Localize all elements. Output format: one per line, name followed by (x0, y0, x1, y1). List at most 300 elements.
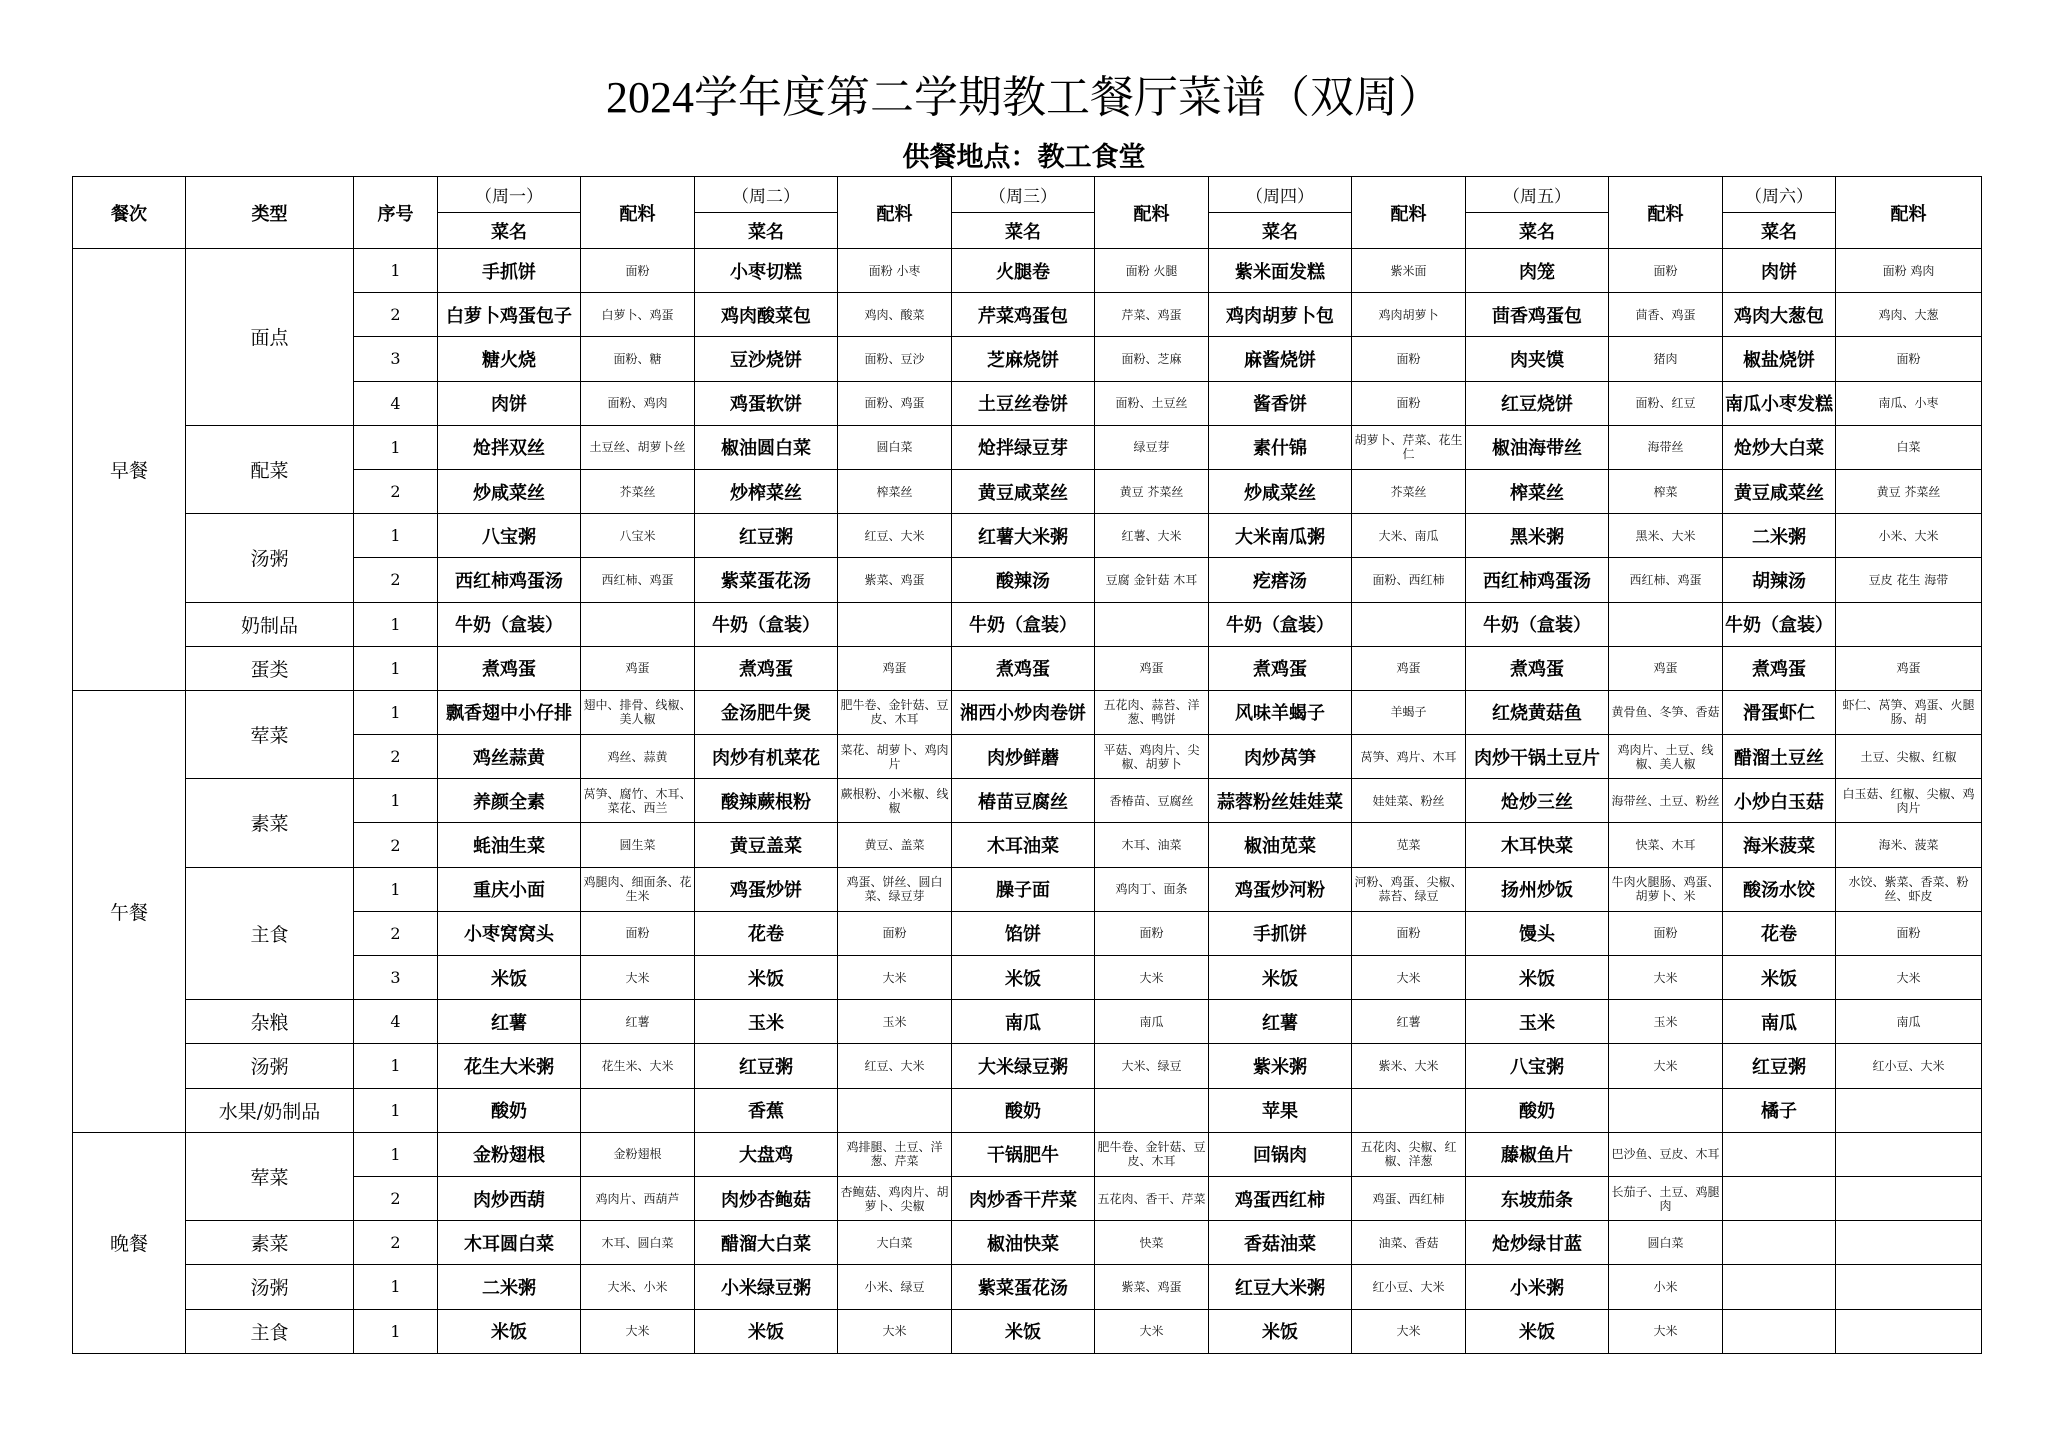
type-cell: 主食 (186, 1309, 354, 1353)
ingredients-cell (1095, 602, 1209, 646)
ingredients-cell: 大米 (1609, 1044, 1723, 1088)
seq-cell: 2 (354, 1176, 438, 1220)
header-dish: 菜名 (1209, 213, 1352, 249)
ingredients-cell: 芥菜丝 (1352, 469, 1466, 513)
ingredients-cell: 海带丝 (1609, 425, 1723, 469)
seq-cell: 1 (354, 690, 438, 734)
dish-cell: 东坡茄条 (1466, 1176, 1609, 1220)
ingredients-cell: 大米 (1095, 956, 1209, 1000)
ingredients-cell: 芥菜丝 (581, 469, 695, 513)
dish-cell: 火腿卷 (952, 249, 1095, 293)
menu-row (73, 956, 1982, 1000)
menu-row (73, 779, 1982, 823)
ingredients-cell: 蕨根粉、小米椒、线椒 (838, 779, 952, 823)
ingredients-cell: 五花肉、香干、芹菜 (1095, 1176, 1209, 1220)
dish-cell: 红豆烧饼 (1466, 381, 1609, 425)
ingredients-cell: 鸡肉片、西葫芦 (581, 1176, 695, 1220)
ingredients-cell (1836, 1132, 1982, 1176)
ingredients-cell: 鸡肉胡萝卜 (1352, 293, 1466, 337)
dish-cell: 鸡蛋软饼 (695, 381, 838, 425)
seq-cell: 1 (354, 867, 438, 911)
ingredients-cell: 牛肉火腿肠、鸡蛋、胡萝卜、米 (1609, 867, 1723, 911)
menu-row (73, 1309, 1982, 1353)
type-cell: 杂粮 (186, 1000, 354, 1044)
dish-cell: 麻酱烧饼 (1209, 337, 1352, 381)
ingredients-cell (1095, 1088, 1209, 1132)
ingredients-cell: 绿豆芽 (1095, 425, 1209, 469)
dish-cell: 红薯 (1209, 1000, 1352, 1044)
dish-cell: 鸡蛋炒饼 (695, 867, 838, 911)
ingredients-cell: 红小豆、大米 (1352, 1265, 1466, 1309)
menu-row (73, 1088, 1982, 1132)
dish-cell: 大米绿豆粥 (952, 1044, 1095, 1088)
dish-cell: 臊子面 (952, 867, 1095, 911)
ingredients-cell: 大米 (1352, 956, 1466, 1000)
dish-cell: 米饭 (1723, 956, 1836, 1000)
meal-cell: 早餐 (73, 249, 186, 691)
ingredients-cell: 小米 (1609, 1265, 1723, 1309)
ingredients-cell (838, 1088, 952, 1132)
ingredients-cell: 五花肉、蒜苔、洋葱、鸭饼 (1095, 690, 1209, 734)
menu-row (73, 425, 1982, 469)
ingredients-cell: 土豆、尖椒、红椒 (1836, 735, 1982, 779)
ingredients-cell: 面粉 (1836, 911, 1982, 955)
dish-cell: 米饭 (1209, 1309, 1352, 1353)
dish-cell: 花卷 (1723, 911, 1836, 955)
ingredients-cell: 水饺、紫菜、香菜、粉丝、虾皮 (1836, 867, 1982, 911)
dish-cell: 二米粥 (438, 1265, 581, 1309)
header-day-tue: （周二） (695, 177, 838, 213)
dish-cell: 肉炒杏鲍菇 (695, 1176, 838, 1220)
dish-cell: 木耳快菜 (1466, 823, 1609, 867)
dish-cell: 八宝粥 (438, 514, 581, 558)
dish-cell: 手抓饼 (1209, 911, 1352, 955)
ingredients-cell: 鸡蛋 (838, 646, 952, 690)
dish-cell: 小枣窝窝头 (438, 911, 581, 955)
ingredients-cell (1836, 1088, 1982, 1132)
dish-cell: 小炒白玉菇 (1723, 779, 1836, 823)
dish-cell: 玉米 (695, 1000, 838, 1044)
ingredients-cell: 榨菜 (1609, 469, 1723, 513)
dish-cell: 煮鸡蛋 (952, 646, 1095, 690)
ingredients-cell (581, 602, 695, 646)
seq-cell: 2 (354, 911, 438, 955)
ingredients-cell: 鸡肉、酸菜 (838, 293, 952, 337)
ingredients-cell: 面粉 (1609, 249, 1723, 293)
ingredients-cell (1836, 1309, 1982, 1353)
header-dish: 菜名 (1723, 213, 1836, 249)
seq-cell: 1 (354, 779, 438, 823)
dish-cell: 酸辣汤 (952, 558, 1095, 602)
type-cell: 水果/奶制品 (186, 1088, 354, 1132)
header-ingredients: 配料 (581, 177, 695, 249)
menu-table (72, 176, 1982, 1354)
ingredients-cell: 面粉 (581, 911, 695, 955)
page-title: 2024学年度第二学期教工餐厅菜谱（双周） (606, 73, 1442, 122)
dish-cell: 红烧黄菇鱼 (1466, 690, 1609, 734)
ingredients-cell: 鸡肉丁、面条 (1095, 867, 1209, 911)
dish-cell: 湘西小炒肉卷饼 (952, 690, 1095, 734)
ingredients-cell: 大米 (1609, 1309, 1723, 1353)
dish-cell: 椒油苋菜 (1209, 823, 1352, 867)
header-day-fri: （周五） (1466, 177, 1609, 213)
ingredients-cell (581, 1088, 695, 1132)
ingredients-cell: 面粉 鸡肉 (1836, 249, 1982, 293)
dish-cell: 炝拌双丝 (438, 425, 581, 469)
dish-cell: 蒜蓉粉丝娃娃菜 (1209, 779, 1352, 823)
ingredients-cell: 紫菜、鸡蛋 (838, 558, 952, 602)
ingredients-cell: 虾仁、莴笋、鸡蛋、火腿肠、胡 (1836, 690, 1982, 734)
seq-cell: 1 (354, 1265, 438, 1309)
ingredients-cell: 面粉、豆沙 (838, 337, 952, 381)
dish-cell: 大米南瓜粥 (1209, 514, 1352, 558)
header-dish: 菜名 (952, 213, 1095, 249)
dish-cell: 肉炒西葫 (438, 1176, 581, 1220)
dish-cell: 酸奶 (438, 1088, 581, 1132)
ingredients-cell: 白菜 (1836, 425, 1982, 469)
ingredients-cell: 西红柿、鸡蛋 (581, 558, 695, 602)
dish-cell: 米饭 (695, 956, 838, 1000)
ingredients-cell: 大米 (581, 956, 695, 1000)
dish-cell: 紫菜蛋花汤 (952, 1265, 1095, 1309)
dish-cell: 煮鸡蛋 (438, 646, 581, 690)
dish-cell: 炝炒大白菜 (1723, 425, 1836, 469)
menu-row (73, 1132, 1982, 1176)
ingredients-cell: 鸡蛋 (1352, 646, 1466, 690)
ingredients-cell: 大米 (1095, 1309, 1209, 1353)
ingredients-cell: 鸡肉、大葱 (1836, 293, 1982, 337)
header-seq: 序号 (354, 177, 438, 249)
ingredients-cell: 大白菜 (838, 1221, 952, 1265)
ingredients-cell: 红薯 (1352, 1000, 1466, 1044)
dish-cell: 风味羊蝎子 (1209, 690, 1352, 734)
type-cell: 蛋类 (186, 646, 354, 690)
dish-cell: 玉米 (1466, 1000, 1609, 1044)
page-subtitle: 供餐地点：教工食堂 (902, 142, 1146, 173)
ingredients-cell: 黄豆 芥菜丝 (1836, 469, 1982, 513)
dish-cell: 小枣切糕 (695, 249, 838, 293)
header-day-mon: （周一） (438, 177, 581, 213)
menu-row (73, 690, 1982, 734)
dish-cell: 米饭 (952, 956, 1095, 1000)
dish-cell: 牛奶（盒装） (1209, 602, 1352, 646)
ingredients-cell: 紫米、大米 (1352, 1044, 1466, 1088)
ingredients-cell (1609, 602, 1723, 646)
seq-cell: 1 (354, 1309, 438, 1353)
dish-cell: 木耳油菜 (952, 823, 1095, 867)
ingredients-cell (838, 602, 952, 646)
dish-cell: 八宝粥 (1466, 1044, 1609, 1088)
ingredients-cell: 香椿苗、豆腐丝 (1095, 779, 1209, 823)
dish-cell: 椒油圆白菜 (695, 425, 838, 469)
ingredients-cell: 杏鲍菇、鸡肉片、胡萝卜、尖椒 (838, 1176, 952, 1220)
dish-cell: 酸辣蕨根粉 (695, 779, 838, 823)
ingredients-cell: 黑米、大米 (1609, 514, 1723, 558)
ingredients-cell: 面粉、鸡蛋 (838, 381, 952, 425)
ingredients-cell: 南瓜 (1095, 1000, 1209, 1044)
seq-cell: 2 (354, 293, 438, 337)
ingredients-cell: 鸡蛋 (581, 646, 695, 690)
ingredients-cell: 面粉、土豆丝 (1095, 381, 1209, 425)
dish-cell: 豆沙烧饼 (695, 337, 838, 381)
dish-cell: 炒咸菜丝 (438, 469, 581, 513)
menu-row (73, 514, 1982, 558)
ingredients-cell: 红豆、大米 (838, 514, 952, 558)
seq-cell: 2 (354, 469, 438, 513)
seq-cell: 1 (354, 514, 438, 558)
dish-cell: 黑米粥 (1466, 514, 1609, 558)
ingredients-cell: 金粉翅根 (581, 1132, 695, 1176)
dish-cell: 红豆粥 (1723, 1044, 1836, 1088)
dish-cell: 小米粥 (1466, 1265, 1609, 1309)
dish-cell: 米饭 (1466, 1309, 1609, 1353)
ingredients-cell: 面粉、糖 (581, 337, 695, 381)
dish-cell: 炝炒三丝 (1466, 779, 1609, 823)
header-day-thu: （周四） (1209, 177, 1352, 213)
dish-cell: 红豆粥 (695, 514, 838, 558)
dish-cell: 养颜全素 (438, 779, 581, 823)
ingredients-cell: 面粉 (838, 911, 952, 955)
seq-cell: 1 (354, 1132, 438, 1176)
ingredients-cell: 鸡蛋、饼丝、圆白菜、绿豆芽 (838, 867, 952, 911)
dish-cell: 椒油海带丝 (1466, 425, 1609, 469)
header-ingredients: 配料 (1609, 177, 1723, 249)
ingredients-cell: 南瓜 (1836, 1000, 1982, 1044)
dish-cell: 鸡肉胡萝卜包 (1209, 293, 1352, 337)
dish-cell: 煮鸡蛋 (1466, 646, 1609, 690)
ingredients-cell: 海米、菠菜 (1836, 823, 1982, 867)
dish-cell: 蚝油生菜 (438, 823, 581, 867)
ingredients-cell: 小米、绿豆 (838, 1265, 952, 1309)
header-type: 类型 (186, 177, 354, 249)
ingredients-cell: 鸡肉片、土豆、线椒、美人椒 (1609, 735, 1723, 779)
ingredients-cell: 大米 (1609, 956, 1723, 1000)
ingredients-cell: 娃娃菜、粉丝 (1352, 779, 1466, 823)
dish-cell: 肉饼 (1723, 249, 1836, 293)
type-cell: 荤菜 (186, 690, 354, 778)
ingredients-cell: 河粉、鸡蛋、尖椒、蒜苔、绿豆 (1352, 867, 1466, 911)
ingredients-cell: 面粉 (1095, 911, 1209, 955)
seq-cell: 2 (354, 1221, 438, 1265)
ingredients-cell: 面粉、红豆 (1609, 381, 1723, 425)
ingredients-cell: 面粉 (1609, 911, 1723, 955)
ingredients-cell: 莴笋、鸡片、木耳 (1352, 735, 1466, 779)
dish-cell: 酱香饼 (1209, 381, 1352, 425)
dish-cell: 肉炒干锅土豆片 (1466, 735, 1609, 779)
dish-cell: 黄豆咸菜丝 (952, 469, 1095, 513)
ingredients-cell: 大米 (1836, 956, 1982, 1000)
type-cell: 主食 (186, 867, 354, 1000)
ingredients-cell: 木耳、油菜 (1095, 823, 1209, 867)
menu-row (73, 249, 1982, 293)
ingredients-cell: 红豆、大米 (838, 1044, 952, 1088)
dish-cell: 海米菠菜 (1723, 823, 1836, 867)
dish-cell: 煮鸡蛋 (695, 646, 838, 690)
dish-cell (1723, 1132, 1836, 1176)
seq-cell: 3 (354, 956, 438, 1000)
dish-cell: 疙瘩汤 (1209, 558, 1352, 602)
dish-cell: 白萝卜鸡蛋包子 (438, 293, 581, 337)
dish-cell (1723, 1265, 1836, 1309)
dish-cell: 肉饼 (438, 381, 581, 425)
ingredients-cell: 苋菜 (1352, 823, 1466, 867)
dish-cell: 鸡蛋炒河粉 (1209, 867, 1352, 911)
dish-cell: 牛奶（盒装） (1723, 602, 1836, 646)
header-day-sat: （周六） (1723, 177, 1836, 213)
seq-cell: 2 (354, 735, 438, 779)
dish-cell: 米饭 (1466, 956, 1609, 1000)
dish-cell: 鸡肉大葱包 (1723, 293, 1836, 337)
ingredients-cell: 白玉菇、红椒、尖椒、鸡肉片 (1836, 779, 1982, 823)
dish-cell: 南瓜 (1723, 1000, 1836, 1044)
dish-cell: 胡辣汤 (1723, 558, 1836, 602)
ingredients-cell: 豆腐 金针菇 木耳 (1095, 558, 1209, 602)
type-cell: 奶制品 (186, 602, 354, 646)
menu-row (73, 911, 1982, 955)
dish-cell: 煮鸡蛋 (1723, 646, 1836, 690)
menu-row (73, 1044, 1982, 1088)
ingredients-cell: 面粉 (1352, 337, 1466, 381)
ingredients-cell: 圆白菜 (838, 425, 952, 469)
ingredients-cell: 圆生菜 (581, 823, 695, 867)
menu-row (73, 1176, 1982, 1220)
dish-cell: 扬州炒饭 (1466, 867, 1609, 911)
header-dish: 菜名 (695, 213, 838, 249)
ingredients-cell: 鸡蛋 (1836, 646, 1982, 690)
dish-cell (1723, 1176, 1836, 1220)
type-cell: 素菜 (186, 1221, 354, 1265)
ingredients-cell: 大米 (838, 1309, 952, 1353)
dish-cell: 飘香翅中小仔排 (438, 690, 581, 734)
dish-cell: 回锅肉 (1209, 1132, 1352, 1176)
type-cell: 荤菜 (186, 1132, 354, 1220)
header-ingredients: 配料 (838, 177, 952, 249)
dish-cell: 大盘鸡 (695, 1132, 838, 1176)
menu-row (73, 1221, 1982, 1265)
header-meal: 餐次 (73, 177, 186, 249)
menu-row (73, 558, 1982, 602)
ingredients-cell: 榨菜丝 (838, 469, 952, 513)
ingredients-cell: 玉米 (1609, 1000, 1723, 1044)
ingredients-cell: 鸡蛋 (1609, 646, 1723, 690)
dish-cell: 米饭 (695, 1309, 838, 1353)
ingredients-cell: 油菜、香菇 (1352, 1221, 1466, 1265)
ingredients-cell: 面粉、西红柿 (1352, 558, 1466, 602)
seq-cell: 3 (354, 337, 438, 381)
dish-cell: 牛奶（盒装） (695, 602, 838, 646)
ingredients-cell (1609, 1088, 1723, 1132)
dish-cell: 榨菜丝 (1466, 469, 1609, 513)
ingredients-cell: 面粉、芝麻 (1095, 337, 1209, 381)
ingredients-cell: 长茄子、土豆、鸡腿肉 (1609, 1176, 1723, 1220)
ingredients-cell: 面粉 (1352, 381, 1466, 425)
ingredients-cell: 豆皮 花生 海带 (1836, 558, 1982, 602)
dish-cell: 馅饼 (952, 911, 1095, 955)
dish-cell: 馒头 (1466, 911, 1609, 955)
dish-cell: 香菇油菜 (1209, 1221, 1352, 1265)
dish-cell: 牛奶（盒装） (952, 602, 1095, 646)
dish-cell: 手抓饼 (438, 249, 581, 293)
ingredients-cell: 面粉 小枣 (838, 249, 952, 293)
dish-cell: 西红柿鸡蛋汤 (438, 558, 581, 602)
dish-cell: 椒油快菜 (952, 1221, 1095, 1265)
dish-cell: 肉炒莴笋 (1209, 735, 1352, 779)
dish-cell: 木耳圆白菜 (438, 1221, 581, 1265)
ingredients-cell (1836, 1265, 1982, 1309)
dish-cell: 黄豆盖菜 (695, 823, 838, 867)
dish-cell: 南瓜 (952, 1000, 1095, 1044)
ingredients-cell: 翅中、排骨、线椒、美人椒 (581, 690, 695, 734)
ingredients-cell: 鸡蛋 (1095, 646, 1209, 690)
ingredients-cell (1836, 1176, 1982, 1220)
ingredients-cell: 木耳、圆白菜 (581, 1221, 695, 1265)
header-day-wed: （周三） (952, 177, 1095, 213)
dish-cell: 米饭 (952, 1309, 1095, 1353)
ingredients-cell: 芹菜、鸡蛋 (1095, 293, 1209, 337)
dish-cell: 重庆小面 (438, 867, 581, 911)
seq-cell: 1 (354, 602, 438, 646)
dish-cell: 米饭 (1209, 956, 1352, 1000)
dish-cell: 金汤肥牛煲 (695, 690, 838, 734)
header-dish: 菜名 (1466, 213, 1609, 249)
ingredients-cell: 白萝卜、鸡蛋 (581, 293, 695, 337)
ingredients-cell: 玉米 (838, 1000, 952, 1044)
seq-cell: 1 (354, 249, 438, 293)
ingredients-cell: 面粉 (1352, 911, 1466, 955)
dish-cell: 滑蛋虾仁 (1723, 690, 1836, 734)
ingredients-cell: 红小豆、大米 (1836, 1044, 1982, 1088)
ingredients-cell: 西红柿、鸡蛋 (1609, 558, 1723, 602)
ingredients-cell: 南瓜、小枣 (1836, 381, 1982, 425)
dish-cell: 煮鸡蛋 (1209, 646, 1352, 690)
menu-row (73, 646, 1982, 690)
ingredients-cell (1836, 1221, 1982, 1265)
dish-cell: 肉炒香干芹菜 (952, 1176, 1095, 1220)
dish-cell: 苹果 (1209, 1088, 1352, 1132)
ingredients-cell: 花生米、大米 (581, 1044, 695, 1088)
dish-cell: 素什锦 (1209, 425, 1352, 469)
dish-cell: 肉炒有机菜花 (695, 735, 838, 779)
seq-cell: 2 (354, 558, 438, 602)
seq-cell: 1 (354, 1044, 438, 1088)
ingredients-cell: 肥牛卷、金针菇、豆皮、木耳 (838, 690, 952, 734)
dish-cell (1723, 1309, 1836, 1353)
dish-cell: 糖火烧 (438, 337, 581, 381)
dish-cell: 酸汤水饺 (1723, 867, 1836, 911)
dish-cell: 椒盐烧饼 (1723, 337, 1836, 381)
ingredients-cell: 平菇、鸡肉片、尖椒、胡萝卜 (1095, 735, 1209, 779)
dish-cell: 西红柿鸡蛋汤 (1466, 558, 1609, 602)
dish-cell: 牛奶（盒装） (438, 602, 581, 646)
dish-cell: 干锅肥牛 (952, 1132, 1095, 1176)
ingredients-cell: 鸡蛋、西红柿 (1352, 1176, 1466, 1220)
dish-cell: 土豆丝卷饼 (952, 381, 1095, 425)
dish-cell: 肉炒鲜蘑 (952, 735, 1095, 779)
dish-cell: 米饭 (438, 1309, 581, 1353)
dish-cell: 炝拌绿豆芽 (952, 425, 1095, 469)
ingredients-cell: 海带丝、土豆、粉丝 (1609, 779, 1723, 823)
menu-row (73, 337, 1982, 381)
ingredients-cell: 大米、小米 (581, 1265, 695, 1309)
dish-cell (1723, 1221, 1836, 1265)
dish-cell: 鸡肉酸菜包 (695, 293, 838, 337)
dish-cell: 米饭 (438, 956, 581, 1000)
menu-row (73, 293, 1982, 337)
dish-cell: 南瓜小枣发糕 (1723, 381, 1836, 425)
meal-cell: 午餐 (73, 690, 186, 1132)
ingredients-cell: 土豆丝、胡萝卜丝 (581, 425, 695, 469)
seq-cell: 1 (354, 1088, 438, 1132)
